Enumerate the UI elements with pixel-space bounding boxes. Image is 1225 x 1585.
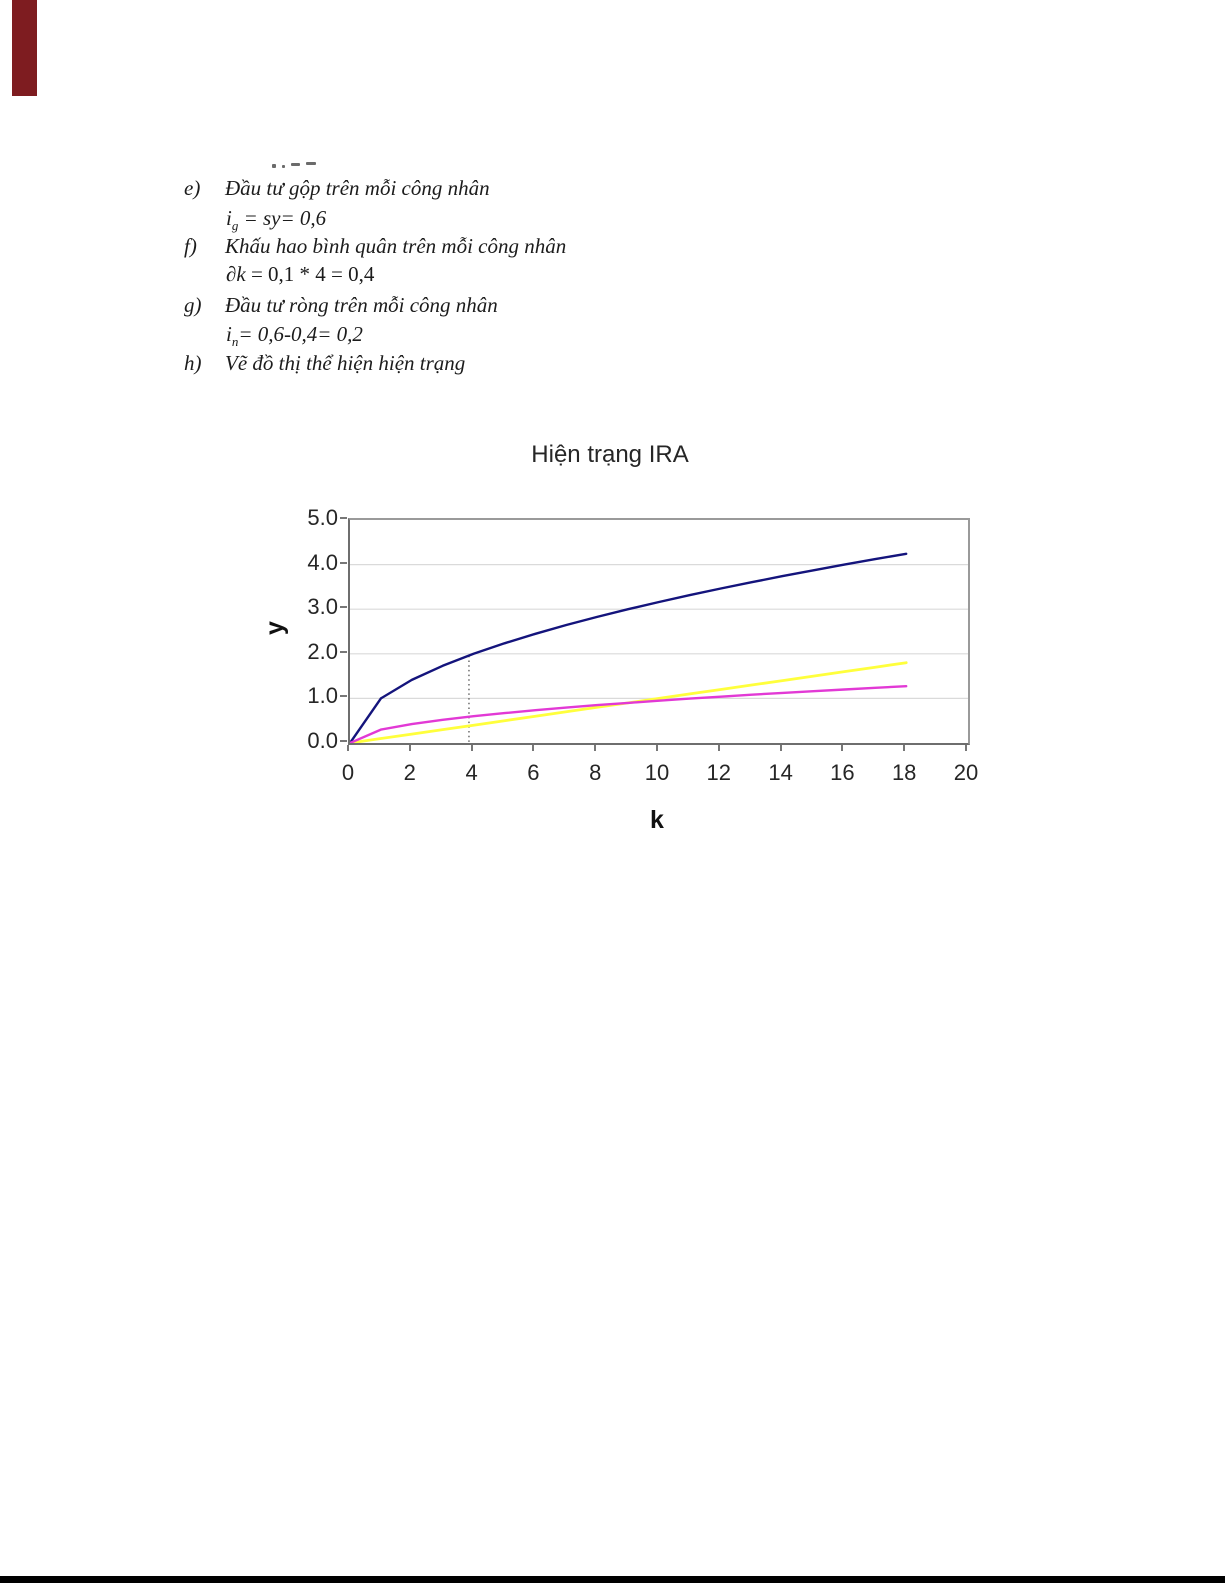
x-tick-mark [780, 745, 782, 751]
formula-lead: i [226, 322, 232, 346]
x-axis-label: k [650, 806, 664, 834]
plot-area [348, 518, 970, 745]
y-tick-mark [340, 606, 347, 608]
list-item-text: Đầu tư gộp trên mỗi công nhân [225, 176, 490, 200]
list-item-label: g) [184, 293, 202, 317]
y-tick-label: 2.0 [307, 638, 338, 664]
formula-rest: = 0,1 * 4 = 0,4 [245, 262, 375, 286]
curve-navy-production-curve [350, 554, 906, 743]
x-tick-label: 4 [465, 760, 478, 785]
x-tick-mark [471, 745, 473, 751]
x-tick-mark [965, 745, 967, 751]
list-item [184, 293, 498, 318]
x-tick-label: 10 [644, 760, 670, 785]
x-tick-label: 14 [768, 760, 793, 785]
y-tick-label: 0.0 [307, 728, 338, 753]
y-tick-mark [340, 651, 347, 653]
list-item-text: Đầu tư ròng trên mỗi công nhân [225, 293, 498, 317]
formula-lead: ∂k [226, 262, 246, 286]
cropped-text-artifact [291, 163, 300, 166]
x-tick-label: 0 [341, 760, 355, 785]
list-item-label: e) [184, 176, 201, 200]
formula-line [226, 262, 374, 287]
list-item-label: f) [184, 234, 197, 258]
cropped-text-artifact [272, 164, 276, 168]
x-tick-mark [347, 745, 349, 751]
list-item-label: h) [184, 351, 202, 375]
list-item [184, 234, 566, 259]
formula-rest: = 0,6-0,4= 0,2 [238, 322, 363, 346]
formula-line [226, 322, 363, 354]
chart-title: Hiện trạng IRA [531, 441, 689, 468]
formula-subscript: n [231, 334, 239, 350]
list-item-text: Khấu hao bình quân trên mỗi công nhân [225, 234, 567, 258]
y-tick-label: 3.0 [307, 594, 338, 620]
x-tick-mark [841, 745, 843, 751]
list-item-text: Vẽ đồ thị thể hiện hiện trạng [225, 351, 466, 375]
bottom-border-bar [0, 1576, 1225, 1583]
x-tick-mark [903, 745, 905, 751]
cropped-text-artifact [282, 165, 285, 168]
x-tick-label: 2 [403, 760, 416, 785]
chart-plot-svg [350, 520, 968, 743]
x-tick-label: 20 [953, 760, 979, 785]
x-tick-mark [656, 745, 658, 751]
formula-lead: i [226, 206, 232, 230]
y-tick-label: 4.0 [307, 549, 338, 575]
y-tick-mark [340, 695, 347, 697]
x-tick-mark [594, 745, 596, 751]
x-tick-mark [718, 745, 720, 751]
y-tick-label: 1.0 [307, 683, 338, 709]
red-accent-bar [12, 0, 37, 96]
y-axis-label: y [260, 621, 289, 635]
x-tick-mark [409, 745, 411, 751]
formula-subscript: g [231, 218, 239, 234]
x-tick-label: 12 [706, 760, 732, 785]
formula-rest: = sy= 0,6 [238, 206, 327, 230]
curve-magenta-saving-curve [350, 686, 906, 743]
x-tick-label: 6 [527, 760, 540, 785]
x-tick-label: 16 [830, 760, 855, 785]
x-tick-label: 8 [589, 760, 602, 785]
y-tick-mark [340, 517, 347, 519]
y-tick-mark [340, 562, 347, 564]
y-tick-mark [340, 740, 347, 742]
x-tick-label: 18 [891, 760, 917, 785]
cropped-text-artifact [306, 162, 316, 165]
list-item [184, 351, 465, 376]
x-tick-mark [532, 745, 534, 751]
list-item [184, 176, 490, 201]
y-tick-label: 5.0 [307, 505, 338, 530]
